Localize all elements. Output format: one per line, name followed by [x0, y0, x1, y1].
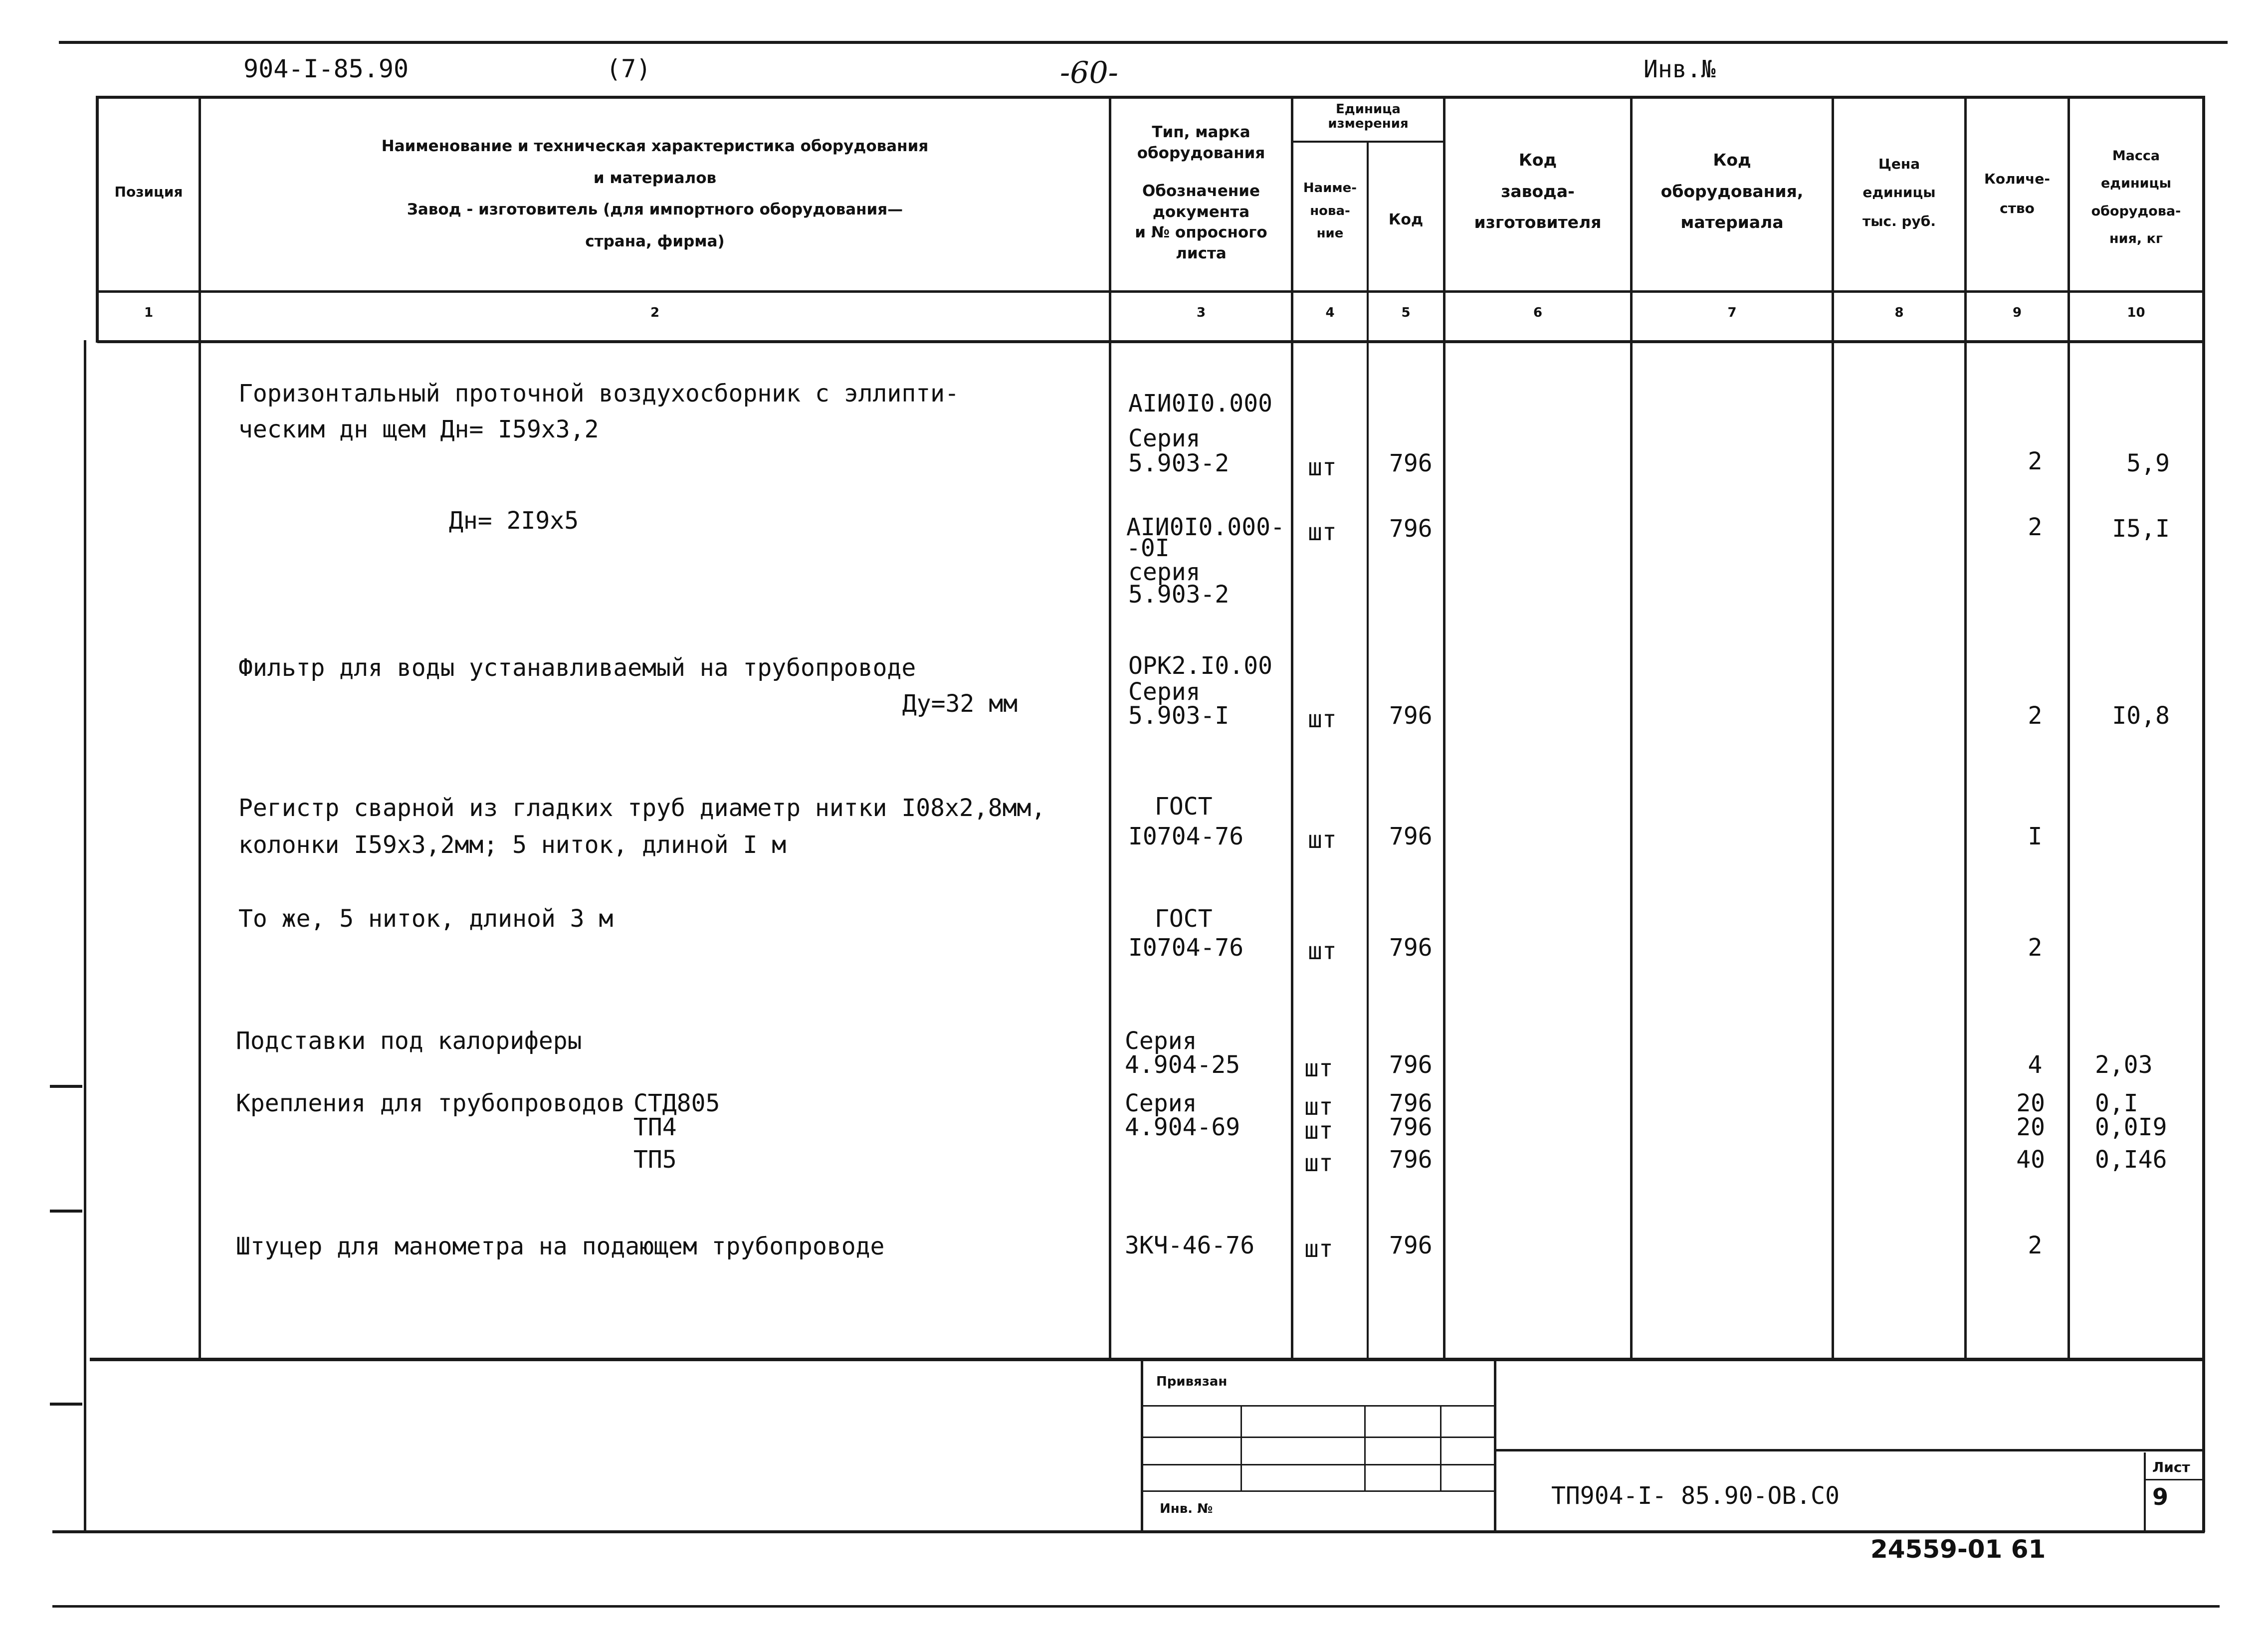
row7-mass1: 0,I [2095, 1089, 2138, 1117]
sheet-cell-left [2144, 1452, 2146, 1532]
row6-unit: шт [1304, 1054, 1333, 1082]
header-unit-name-l2: нова- [1310, 203, 1350, 218]
header-bottom-line [97, 290, 2205, 293]
row8-code: 796 [1389, 1232, 1433, 1259]
row6-quantity: 4 [2028, 1051, 2043, 1079]
sheet-number: 9 [2152, 1483, 2169, 1510]
header-unit-name-l1: Наиме- [1303, 181, 1357, 196]
header-unit-code: Код [1388, 211, 1424, 228]
row4-type-line1: ГОСТ [1155, 793, 1213, 821]
col-divider-7 [1832, 96, 1834, 1358]
header-equipment-code [1633, 145, 1832, 238]
row7-sub3: ТП5 [633, 1146, 677, 1174]
row4-unit: шт [1308, 826, 1337, 854]
row1-name-line2: ческим дн щем Дн= I59x3,2 [238, 415, 599, 443]
stamp-grid-v3 [1440, 1405, 1442, 1490]
row3-type-line3: 5.903-I [1128, 702, 1230, 730]
doc-number: 904-I-85.90 [243, 54, 409, 83]
row4-code: 796 [1389, 823, 1433, 850]
header-quantity [1967, 165, 2067, 223]
row5-name: То же, 5 ниток, длиной 3 м [238, 905, 614, 933]
header-type-block [1111, 122, 1291, 264]
stamp-bound-label: Привязан [1156, 1374, 1228, 1389]
header-quantity-l2: ство [2000, 200, 2035, 216]
header-name-l3: Завод - изготовитель (для импортного оборудования— [407, 201, 903, 219]
col-number-3: 3 [1196, 305, 1206, 320]
header-type-l3: Обозначение [1142, 182, 1260, 200]
row8-unit: шт [1304, 1235, 1333, 1263]
header-unit-group [1293, 102, 1443, 131]
header-mass-l1: Масса [2112, 148, 2160, 164]
col-divider-4 [1367, 141, 1369, 1358]
row7-mass3: 0,I46 [2095, 1146, 2167, 1174]
row6-code: 796 [1389, 1051, 1433, 1079]
row1-name-line1: Горизонтальный проточной воздухосборник с эллипти- [238, 380, 959, 408]
col-number-5: 5 [1401, 305, 1411, 320]
header-factory-l1: Код [1518, 150, 1557, 170]
header-unit-l1: Единица [1336, 102, 1401, 117]
row7-quantity1: 20 [2016, 1089, 2045, 1117]
col-number-7: 7 [1727, 305, 1737, 320]
row3-unit: шт [1308, 705, 1337, 733]
row7-code1: 796 [1389, 1089, 1433, 1117]
row1-mass: 5,9 [2126, 449, 2170, 477]
frame-left-line-body [84, 340, 86, 1532]
sheet-cell-divider [2144, 1479, 2204, 1480]
row3-mass: I0,8 [2112, 702, 2170, 730]
header-factory-code [1445, 145, 1630, 238]
header-price-l1: Цена [1878, 156, 1920, 172]
col-number-4: 4 [1325, 305, 1335, 320]
row8-name: Штуцер для манометра на подающем трубопроводе [236, 1233, 885, 1260]
header-type-l5: и № опросного [1135, 223, 1267, 242]
col-divider-9 [2067, 96, 2070, 1358]
header-quantity-l1: Количе- [1984, 171, 2051, 187]
row6-name: Подставки под калориферы [236, 1027, 582, 1055]
row4-name-line2: колонки I59x3,2мм; 5 ниток, длиной I м [238, 831, 787, 859]
row2-type-line4: 5.903-2 [1128, 581, 1230, 609]
col-divider-2 [1109, 96, 1111, 1358]
header-mass-l2: единицы [2100, 176, 2172, 192]
row6-type-line1: Серия [1125, 1027, 1197, 1055]
row2-name: Дн= 2I9x5 [449, 507, 579, 535]
header-unit-name-l3: ние [1316, 226, 1344, 241]
col-number-2: 2 [650, 305, 660, 320]
header-price-l3: тыс. руб. [1862, 212, 1936, 229]
numbers-bottom-line [97, 340, 2205, 343]
header-price [1834, 150, 1964, 235]
header-price-l2: единицы [1862, 184, 1936, 201]
row3-type-line2: Серия [1128, 678, 1201, 706]
row5-type-line1: ГОСТ [1155, 905, 1213, 933]
archive-number: 24559-01 61 [1870, 1535, 2046, 1564]
row1-code: 796 [1389, 449, 1433, 477]
header-equipment-l2: оборудования, [1660, 181, 1804, 201]
stamp-inv-label: Инв. № [1160, 1501, 1213, 1516]
row6-type-line2: 4.904-25 [1125, 1051, 1240, 1079]
page-number: -60- [1060, 55, 1118, 90]
title-block-top-line [1494, 1449, 2205, 1451]
row7-type-line1: Серия [1125, 1089, 1197, 1117]
row2-type-line3: серия [1128, 558, 1201, 586]
row5-type-line2: I0704-76 [1128, 934, 1244, 962]
stamp-grid-h4 [1143, 1490, 1494, 1492]
row5-quantity: 2 [2028, 934, 2043, 962]
page-bottom-line [52, 1605, 2220, 1608]
col-number-9: 9 [2012, 305, 2022, 320]
row7-code3: 796 [1389, 1146, 1433, 1174]
header-type-l6: листа [1176, 244, 1227, 263]
header-type-l1: Тип, марка [1152, 123, 1250, 141]
row4-quantity: I [2028, 823, 2043, 850]
col-number-1: 1 [144, 305, 154, 320]
frame-bottom-line [52, 1530, 2205, 1533]
stamp-grid-v2 [1364, 1405, 1366, 1490]
row1-type-line1: АIИ0I0.000 [1128, 390, 1272, 417]
row5-code: 796 [1389, 934, 1433, 962]
row3-name-line1: Фильтр для воды устанавливаемый на трубопроводе [238, 654, 916, 682]
row8-quantity: 2 [2028, 1232, 2043, 1259]
header-equipment-l1: Код [1713, 150, 1751, 170]
row2-code: 796 [1389, 515, 1433, 543]
header-type-l2: оборудования [1137, 144, 1265, 162]
header-position: Позиция [114, 184, 183, 200]
header-name-l1: Наименование и техническая характеристика оборудования [381, 137, 929, 155]
frame-top-line [59, 41, 2228, 44]
row1-type-line3: 5.903-2 [1128, 449, 1230, 477]
header-name-block [201, 131, 1109, 257]
row7-code2: 796 [1389, 1113, 1433, 1141]
row1-quantity: 2 [2028, 447, 2043, 475]
row5-unit: шт [1308, 937, 1337, 965]
row7-sub1: СТД805 [633, 1089, 720, 1117]
header-unit-name [1293, 177, 1367, 245]
col-number-6: 6 [1533, 305, 1543, 320]
row1-type-line2: Серия [1128, 424, 1201, 452]
margin-mark-2 [50, 1210, 82, 1213]
row7-type-line2: 4.904-69 [1125, 1113, 1240, 1141]
row3-code: 796 [1389, 702, 1433, 730]
row7-unit1: шт [1304, 1093, 1333, 1121]
header-name-l2: и материалов [593, 169, 717, 187]
header-mass-l3: оборудова- [2091, 203, 2181, 219]
row7-unit2: шт [1304, 1117, 1333, 1145]
col-divider-6 [1630, 96, 1633, 1358]
row7-sub2: ТП4 [633, 1113, 677, 1141]
header-factory-l2: завода- [1501, 181, 1575, 201]
row7-quantity2: 20 [2016, 1113, 2045, 1141]
stamp-left-border [1141, 1358, 1143, 1532]
row4-name-line1: Регистр сварной из гладких труб диаметр нитки I08x2,8мм, [238, 794, 1046, 822]
frame-right-line [2202, 96, 2205, 1532]
inventory-label: Инв.№ [1644, 55, 1716, 83]
col-divider-3 [1291, 96, 1293, 1358]
document-code: ТП904-I- 85.90-ОВ.С0 [1551, 1482, 1840, 1510]
row7-unit3: шт [1304, 1149, 1333, 1177]
row7-quantity3: 40 [2016, 1146, 2045, 1174]
stamp-grid-v1 [1240, 1405, 1242, 1490]
unit-group-line [1293, 141, 1445, 143]
body-bottom-line [90, 1358, 2205, 1361]
row8-type: ЗКЧ-46-76 [1125, 1232, 1255, 1259]
row7-mass2: 0,0I9 [2095, 1113, 2167, 1141]
row3-name-line2: Ду=32 мм [902, 690, 1018, 718]
col-divider-1 [199, 96, 201, 1358]
row1-unit: шт [1308, 453, 1337, 481]
col-divider-8 [1964, 96, 1967, 1358]
row2-quantity: 2 [2028, 513, 2043, 541]
row4-type-line2: I0704-76 [1128, 823, 1244, 850]
row6-mass: 2,03 [2095, 1051, 2153, 1079]
row2-type-line2: -0I [1126, 534, 1170, 562]
header-factory-l3: изготовителя [1474, 212, 1602, 232]
margin-mark-3 [50, 1403, 82, 1406]
margin-mark-1 [50, 1085, 82, 1088]
stamp-right-border [1494, 1358, 1496, 1532]
row2-type-line1: АIИ0I0.000- [1126, 513, 1285, 541]
col-number-10: 10 [2127, 305, 2145, 320]
header-name-l4: страна, фирма) [585, 232, 725, 250]
row3-quantity: 2 [2028, 702, 2043, 730]
row2-unit: шт [1308, 518, 1337, 546]
row2-mass: I5,I [2112, 515, 2170, 543]
sheet-label: Лист [2152, 1459, 2190, 1475]
header-unit-l2: измерения [1328, 116, 1409, 131]
section-number: (7) [606, 54, 651, 83]
header-mass-l4: ния, кг [2109, 231, 2163, 247]
row3-type-line1: ОРК2.I0.00 [1128, 652, 1272, 680]
header-top-line [97, 96, 2205, 99]
header-mass [2070, 142, 2202, 252]
col-number-8: 8 [1894, 305, 1904, 320]
col-divider-5 [1443, 96, 1445, 1358]
header-type-l4: документа [1152, 203, 1250, 221]
header-equipment-l3: материала [1680, 212, 1784, 232]
row7-name: Крепления для трубопроводов [236, 1089, 625, 1117]
